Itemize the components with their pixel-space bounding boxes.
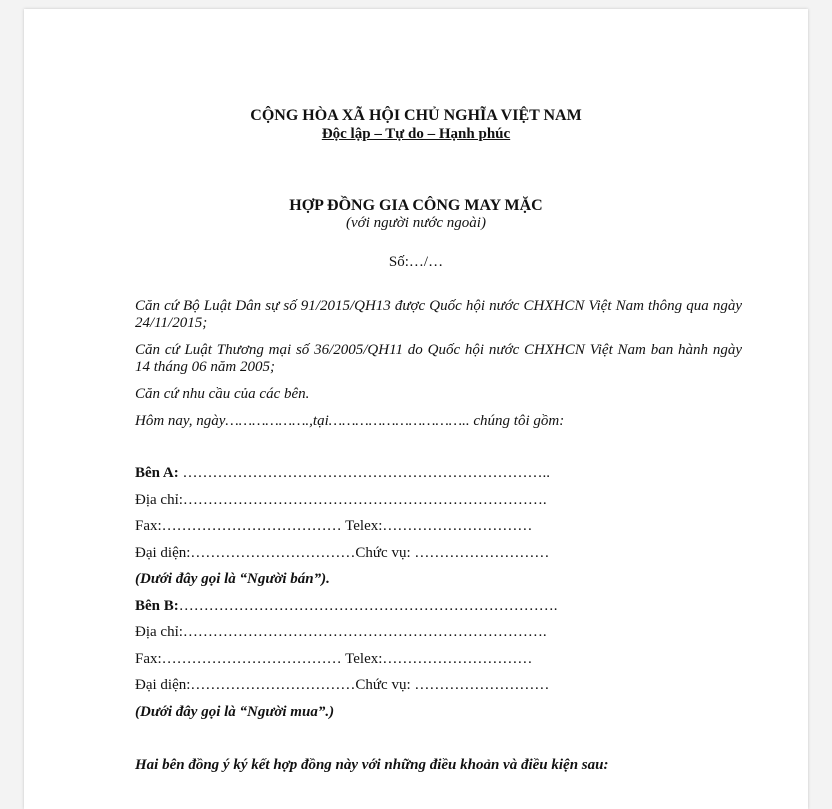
party-b-name-line (135, 598, 558, 615)
party-b-address: Địa chỉ:………………………………………………………………. (135, 624, 547, 640)
party-b-representative: Đại diện:……………………………Chức vụ: ……………………… (135, 677, 550, 693)
party-a-representative: Đại diện:……………………………Chức vụ: ……………………… (135, 545, 550, 561)
agreement-statement: Hai bên đồng ý ký kết hợp đồng này với những điều khoản và điều kiện sau: (135, 757, 609, 773)
basis-civil-code: Căn cứ Bộ Luật Dân sự số 91/2015/QH13 được Quốc hội nước CHXHCN Việt Nam thông qua ngày 24/11/2015; (135, 298, 742, 331)
party-a-telex: Telex:………………………… (341, 518, 533, 534)
party-b-note: (Dưới đây gọi là “Người mua”.) (135, 704, 335, 720)
party-a-note: (Dưới đây gọi là “Người bán”). (135, 571, 330, 587)
party-b-label: Bên B: (135, 598, 179, 614)
party-a-label: Bên A: (135, 465, 179, 481)
nation-heading: CỘNG HÒA XÃ HỘI CHỦ NGHĨA VIỆT NAM (250, 107, 582, 124)
party-a-name-dots: ……………………………………………………………….. (178, 465, 551, 481)
party-a-fax: Fax:……………………………… (135, 518, 342, 534)
contract-subtitle: (với người nước ngoài) (346, 215, 486, 231)
party-b-name-dots: …………………………………………………………………. (178, 598, 558, 614)
party-b-fax-line (135, 651, 532, 668)
party-b-telex: Telex:………………………… (341, 651, 533, 667)
party-a-name-line (135, 465, 550, 482)
basis-needs: Căn cứ nhu cầu của các bên. (135, 386, 310, 402)
contract-number: Số:…/… (388, 254, 444, 270)
party-a-address: Địa chỉ:………………………………………………………………. (135, 492, 547, 508)
contract-title: HỢP ĐỒNG GIA CÔNG MAY MẶC (289, 197, 543, 214)
motto: Độc lập – Tự do – Hạnh phúc (321, 126, 511, 142)
today-line: Hôm nay, ngày……………….,tại………………………….. chúng tôi gồm: (135, 413, 565, 429)
basis-commercial-law: Căn cứ Luật Thương mại số 36/2005/QH11 do Quốc hội nước CHXHCN Việt Nam ban hành ngày 14 tháng 06 năm 2005; (135, 342, 742, 375)
party-b-fax: Fax:……………………………… (135, 651, 342, 667)
party-a-fax-line (135, 518, 532, 535)
document-page (24, 9, 808, 809)
